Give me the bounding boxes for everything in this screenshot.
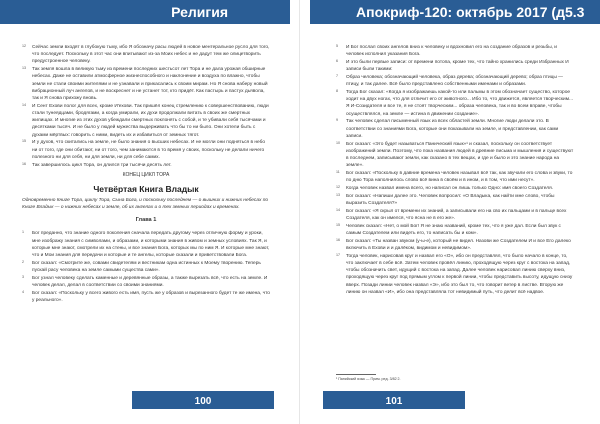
verse-number: 9 <box>336 118 338 123</box>
verse <box>22 44 270 66</box>
verse-number: 16 <box>22 161 26 166</box>
end-cycle-label: КОНЕЦ ЦИКЛ ТОРА <box>122 171 170 178</box>
verse <box>336 74 574 88</box>
verse-number: 11 <box>336 170 340 175</box>
verse-number: 17 <box>336 252 340 257</box>
verse-text: Бог сказал: «Ты назван звуком (у-ы-е), который не видел. Назови же Создателем И и все Его далеко включить в Ехови и и далёком, видимом и невидимом». <box>346 238 571 252</box>
verse-text: Тогда Бог сказал: «Когда я изображаешь какой-то или пальмы в этом обозначает существо, которое ходит на двух ногах, что для отличит его от животного... Ибо то, что движется, является творческим... Я И-Созидателя и все те, я не стоят творческим... образа человека, так и во всем вправе, чтобы осуществлялся, на земле — истина в движении создание». <box>346 90 573 117</box>
verse-text: Бог сказал: «Смотрите же, совами свидетелям и вестникам одна истинных к Моему творению. Теперь пускай расу человека на земле самыми существа сами». <box>32 260 261 274</box>
verse-text: Бог сказал: «Напиши далее это. Человек вопросил: «О Владыка, как найти мне слово, чтобы выразить Создателя?» <box>346 193 555 207</box>
verse <box>336 59 574 73</box>
verse-text: Тогда человек, нарисовав круг и назвал его «О», ибо он представлял, что было начало в конце, то, что заключает в себе всё. Затем человек провёл линию, проходящую через круг с востока на запад, чтобы обозначить свет, идущий с востока на запад. Далее человек нарисовал линию сверху вниз, проходящую через круг под прямым углом к первой линии, чтобы представить высоту, идущую снизу вверх. Позади линии человек назвал «Э», ибо это был то, что говорит ветер в листве. Вторую же линию он назвал «И», ибо она представляла тот невидимый путь, что делит всё надвое. <box>346 253 573 295</box>
right-page <box>300 0 600 424</box>
right-page-number-bar <box>323 391 465 409</box>
verse <box>22 275 270 289</box>
verse-number: 12 <box>336 185 340 190</box>
verse-number: 12 <box>22 44 26 48</box>
right-header-title: Апокриф-120: октябрь 2017 (д5.3 е.л.) <box>356 4 585 44</box>
verse-text: Сейчас земли входят в глубокую тьму, ибо Я обозначу расы людей в новое ментеральное русло для того, что последует. Поскольку в этот час они впитывают из-за Моих небес и не дадут тем же олицетворить предустроенное человеку. <box>32 45 270 65</box>
verse-text: Бог преданно, что знание одного поколения сначала передать другому через отличную форму и уроки, мне изображу знания с символами, и образами, и которыми знания в живом и земных условиях. Так Я, и которые мне знают, смотрели их на стены, и все знания Бога, которых мы по ним Я. И которые мне знают, что и Мои знания для передачи и которые и те ангелы, которые сказали и приветствовали Бога. <box>32 231 270 259</box>
verse-text: Бог узнал человеку сделать каменные и деревянные образы, а также вырезать всё, что есть на земле. И человек делал, делал в соответствии со своими знаниями. <box>32 275 268 289</box>
verse-number: 16 <box>336 237 340 242</box>
verse-text: Бог сказал: «Поскольку в давние времена человек называл всё так, как звучали его слова и звуки, то по дню Тора наполнилось слово всё вина в своём и в ином, и в том, что ими несут». <box>346 171 573 184</box>
verse-number: 13 <box>22 66 26 71</box>
verse-text: И это были первые записи: от времени потопа, кроме тех, что тайно хранились среди Избранных И записи были такими: <box>346 60 569 73</box>
verse-number: 3 <box>22 274 24 279</box>
book-title: Четвёртая Книга Владык <box>93 184 199 195</box>
verse-text: Так завершилось цикл Тора, он длился три тысячи десять лет. <box>32 162 172 168</box>
verse-text: И у духов, что скитались на земле, не было знания о высших небесах. И не могли они подняться в небо ни от того, где они обитают, ни от того, чем занимаются в то время у своих, поскольку не делали ничего полезного ни для себя, ни для земли, ни для себе самих. <box>32 140 266 160</box>
verse <box>22 162 270 169</box>
verse <box>336 185 574 192</box>
verse-text: Так человек сделал письменный язык из всех областей земли. Многие люди делали это. В соответствии со знаниями Бога, которые они показывали на земле, и представлении, как сами записи. <box>346 119 559 139</box>
left-page-number: 100 <box>194 396 212 407</box>
left-page-number-bar <box>132 391 274 409</box>
verse <box>336 89 574 118</box>
verse-number: 5 <box>336 44 338 48</box>
verse <box>22 260 270 274</box>
verse <box>22 103 270 139</box>
verse-number: 7 <box>336 74 338 78</box>
right-verses <box>336 44 574 296</box>
verse-number: 6 <box>336 59 338 63</box>
verse-number: 14 <box>22 102 26 107</box>
left-page-body <box>22 44 270 305</box>
verse-number: 14 <box>336 207 340 212</box>
verse-number: 15 <box>22 139 26 144</box>
right-page-body <box>336 44 574 297</box>
verse <box>336 44 574 58</box>
verse <box>336 193 574 207</box>
verse-text: Так земля вошла в великую тьму из времени последних шестьсот лет Тора и не дала урожая обширные небесах. Даже не оставили атмосферное жизнеспособного и наклонение и воздуха по влажно, чтобы земли не стали своими жителями и не узнавали и прикасались к своим мирам. Но Я снова наберу новый вибрационный луч ангелов, и не воскреснет и не устанет тот, кто придёт. Как пастырь и пастух дьявола, так и Я снова прихожу вновь. <box>32 67 268 102</box>
verse <box>22 230 270 259</box>
right-page-number: 101 <box>385 396 403 407</box>
verse-text: Бог сказал: «Я скрыл от времени их знаний, а записывали его на сво их пальцами и в пальце всех Создателя, как он имелся, что ясна не в его же». <box>346 208 567 222</box>
verse-text: Когда человек назвал имена всего, но написал он лишь только Одно: имя своего Создателя. <box>346 186 554 192</box>
verse <box>336 238 574 252</box>
verse-number: 1 <box>22 230 24 235</box>
verse <box>336 223 574 237</box>
verse <box>336 253 574 296</box>
verse-number: 13 <box>336 192 340 197</box>
verse <box>22 66 270 102</box>
verse-text: Человек сказал: «Нет, о мой Бог! Я не знаю названий, кроме тех, что я уже дал. Если был звук с самым Создателем или видеть его, то написать бы и ком». <box>346 223 561 237</box>
verse <box>336 170 574 184</box>
book-intro: Одновременно Книге Тора, циклу Тора, Сына Бога, и поскольку последнем — о вышних и нижних небесах по Книге Владык — о нижних небесах и земле, об их ангелах и о тех земных периодах и временах. <box>22 198 269 211</box>
verse-number: 2 <box>22 259 24 264</box>
verse-number: 4 <box>22 289 24 294</box>
verse-text: Бог сказал: «Поскольку у всего живого есть имя, пусть же у образов и вырезанного будет те же имена, что у реального». <box>32 290 270 304</box>
chapter-title: Глава 1 <box>135 217 157 224</box>
verse-text: И Сент Ехови полог для всех, кроме И'ехови. Так пришёл конец стремлению к совершенствованию, люди стали тунеядцами, бродягами, а когда умирали, их духи продолжали витать в своих же смертных жилищах. И многие из этих духов убеждали смертных поклонять с собой, и те убивали себя тысячами и десятками тысяч. И не было у людей мужества выдерживать что бы то ни было. Они хотели быть с духами мёртвых: говорить с ними, видеть их и избавиться от земных тягот. <box>32 103 269 138</box>
verse-text: Образ человека; обозначающий человека, образ дерева; обозначающий дерево; образ птицы — птицу, и так далее. Всё было представлено собственными именами и образами. <box>346 75 563 88</box>
left-verses <box>22 44 270 169</box>
verse-number: 8 <box>336 89 338 93</box>
footnote-rule <box>336 374 376 375</box>
left-header-title: Религия <box>171 4 228 20</box>
verse-number: 15 <box>336 222 340 227</box>
left-page-header <box>0 0 290 24</box>
verse <box>22 139 270 161</box>
footnote: ¹ Панийский язык — Прим. ред. 3/82 2. <box>336 377 401 381</box>
chapter-verses <box>22 230 270 304</box>
verse <box>336 208 574 222</box>
verse-text: Бог сказал: «Это будет называться Панический язык»¹ и сказал, поскольку он соответствует изображений земли. Поэтому, что пока названия людей в древние письма и мышления и существуют в последнем, записывают земли, как сказано в тех вещах, и где и было и это знание народа на земле». <box>346 141 574 169</box>
verse <box>22 290 270 304</box>
verse-number: 10 <box>336 140 340 145</box>
verse <box>336 118 574 140</box>
verse <box>336 141 574 170</box>
verse-text: И Бог послал своих ангелов вниз к человеку и вдохновил его на создание образов и резьбы, и человек исполнил указания Бога. <box>346 45 557 58</box>
right-page-header <box>310 0 600 44</box>
